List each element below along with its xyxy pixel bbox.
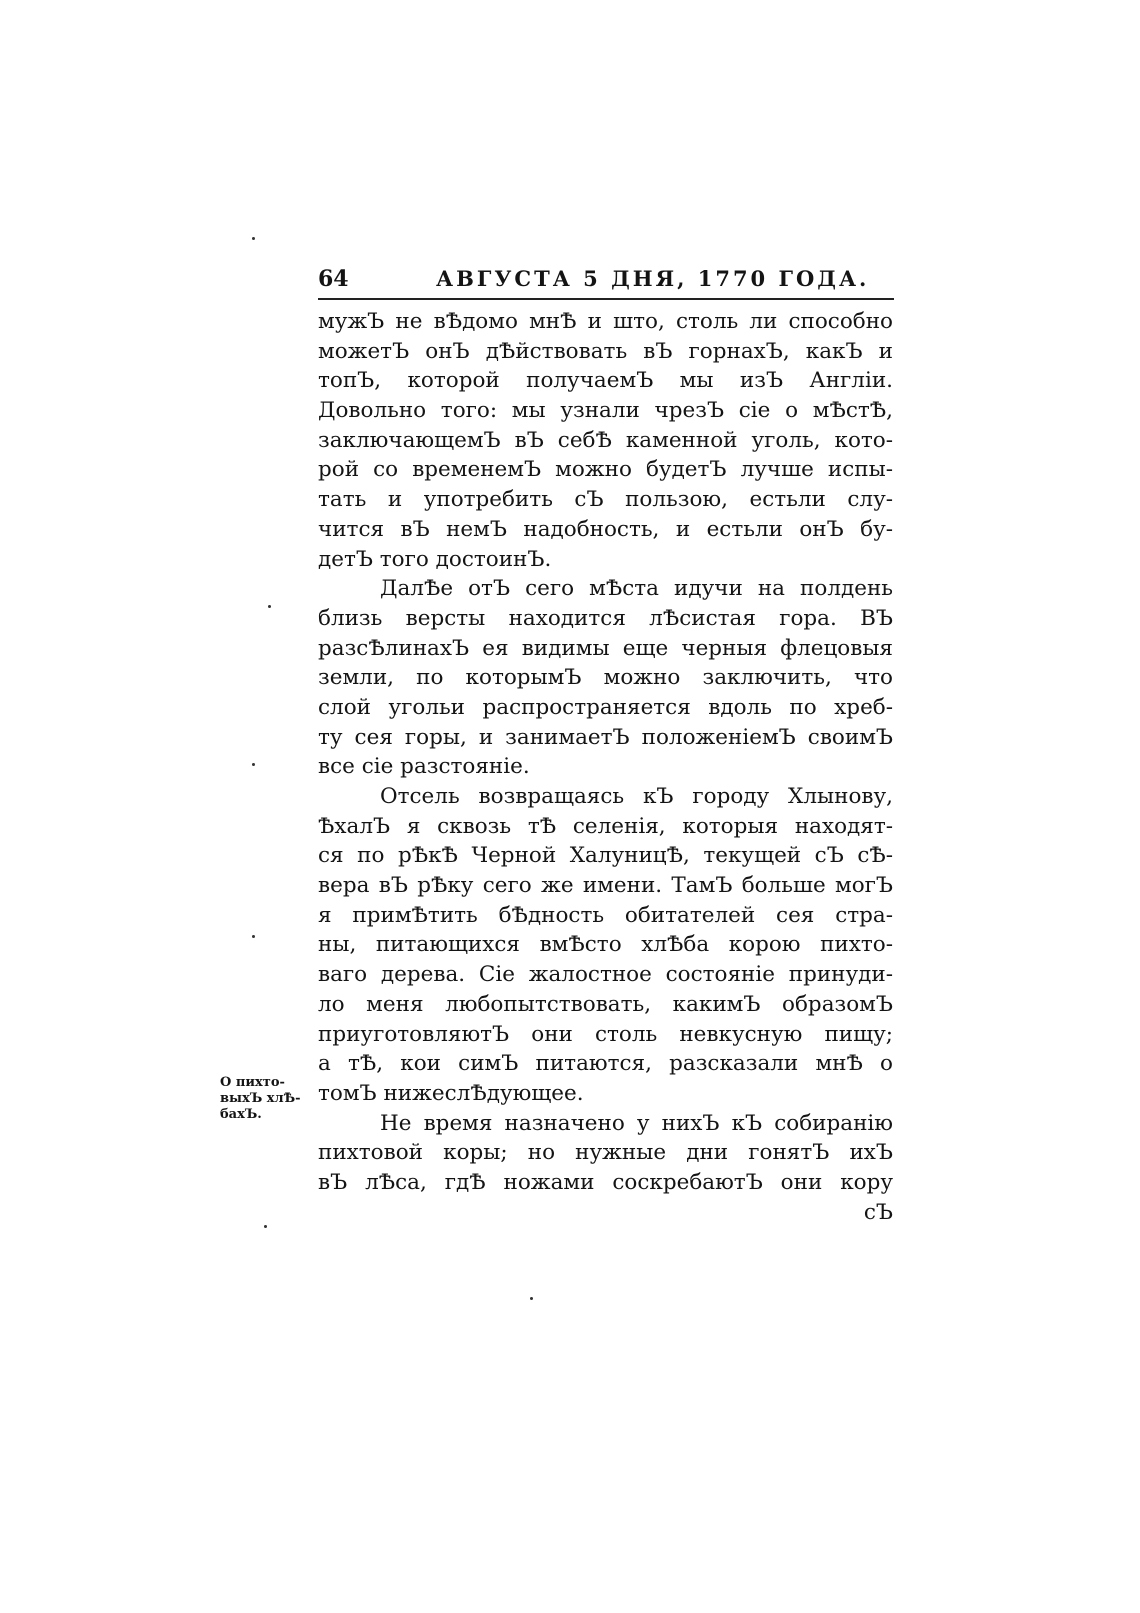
text-line: ваго дерева. Сіе жалостное состояніе принуди- [318,962,893,988]
text-line: рой со временемЪ можно будетЪ лучше испы- [318,457,893,483]
margin-note-line: выхЪ хлѢ- [220,1091,301,1106]
text-line: Не время назначено у нихЪ кЪ собиранію [380,1110,893,1136]
header-rule [318,298,894,300]
text-line: Отсель возвращаясь кЪ городу Хлынову, [380,784,893,809]
text-line: земли, по которымЪ можно заключить, что [318,665,893,691]
text-line: близь версты находится лѢсистая гора. ВЪ [318,605,893,631]
text-line: топЪ, которой получаемЪ мы изЪ Англіи. [318,368,893,394]
text-line: приуготовляютЪ они столь невкусную пищу; [318,1021,893,1047]
text-line: а тѢ, кои симЪ питаются, разсказали мнѢ о [318,1051,893,1077]
text-line: Довольно того: мы узнали чрезЪ сіе о мѢстѢ, [318,398,893,424]
body-text [318,307,893,1227]
paper-speck [252,763,255,766]
text-line: пихтовой коры; но нужные дни гонятЪ ихЪ [318,1140,893,1166]
paper-speck [252,935,255,938]
catchword: сЪ [863,1199,893,1225]
text-line: детЪ того достоинЪ. [318,546,552,572]
text-line: слой угольи распространяется вдоль по хреб- [318,694,893,720]
text-line: ту сея горы, и занимаетЪ положеніемЪ своимЪ [318,724,893,750]
text-line: вера вЪ рѢку сего же имени. ТамЪ больше могЪ [318,873,893,899]
text-line: ло меня любопытствовать, какимЪ образомЪ [318,991,893,1017]
text-line: разсѢлинахЪ ея видимы еще черныя флецовыя [318,635,893,661]
text-line: ны, питающихся вмѢсто хлѢба корою пихто- [318,932,893,958]
text-line: можетЪ онЪ дѢйствовать вЪ горнахЪ, какЪ и [318,338,893,364]
page-header [318,262,894,302]
text-line: вЪ лѢса, гдѢ ножами соскребаютЪ они кору [318,1169,893,1195]
text-line: тать и употребить сЪ пользою, естьли слу- [318,487,893,513]
text-line: ѢхалЪ я сквозь тѢ селенія, которыя находят- [318,813,893,839]
paper-speck [268,605,271,608]
margin-note [220,1075,310,1123]
paper-speck [252,237,255,240]
text-line: я примѢтить бѢдность обитателей сея стра- [318,902,893,928]
page-number: 64 [318,266,349,292]
text-line: мужЪ не вѢдомо мнѢ и што, столь ли способно [318,309,893,334]
paper-speck [264,1225,267,1228]
text-line: ДалѢе отЪ сего мѢста идучи на полдень [380,576,893,602]
running-head: АВГУСТА 5 ДНЯ, 1770 ГОДА. [436,266,870,291]
text-line: ся по рѢкѢ Черной ХалуницѢ, текущей сЪ сѢ- [318,843,893,869]
paper-speck [530,1297,533,1300]
text-line: все сіе разстояніе. [318,754,530,780]
margin-note-line: бахЪ. [220,1107,262,1122]
margin-note-line: О пихто- [220,1075,285,1090]
text-line: томЪ нижеслѢдующее. [318,1080,584,1106]
text-line: чится вЪ немЪ надобность, и естьли онЪ бу- [318,516,893,542]
text-line: заключающемЪ вЪ себѢ каменной уголь, кото- [318,427,893,453]
